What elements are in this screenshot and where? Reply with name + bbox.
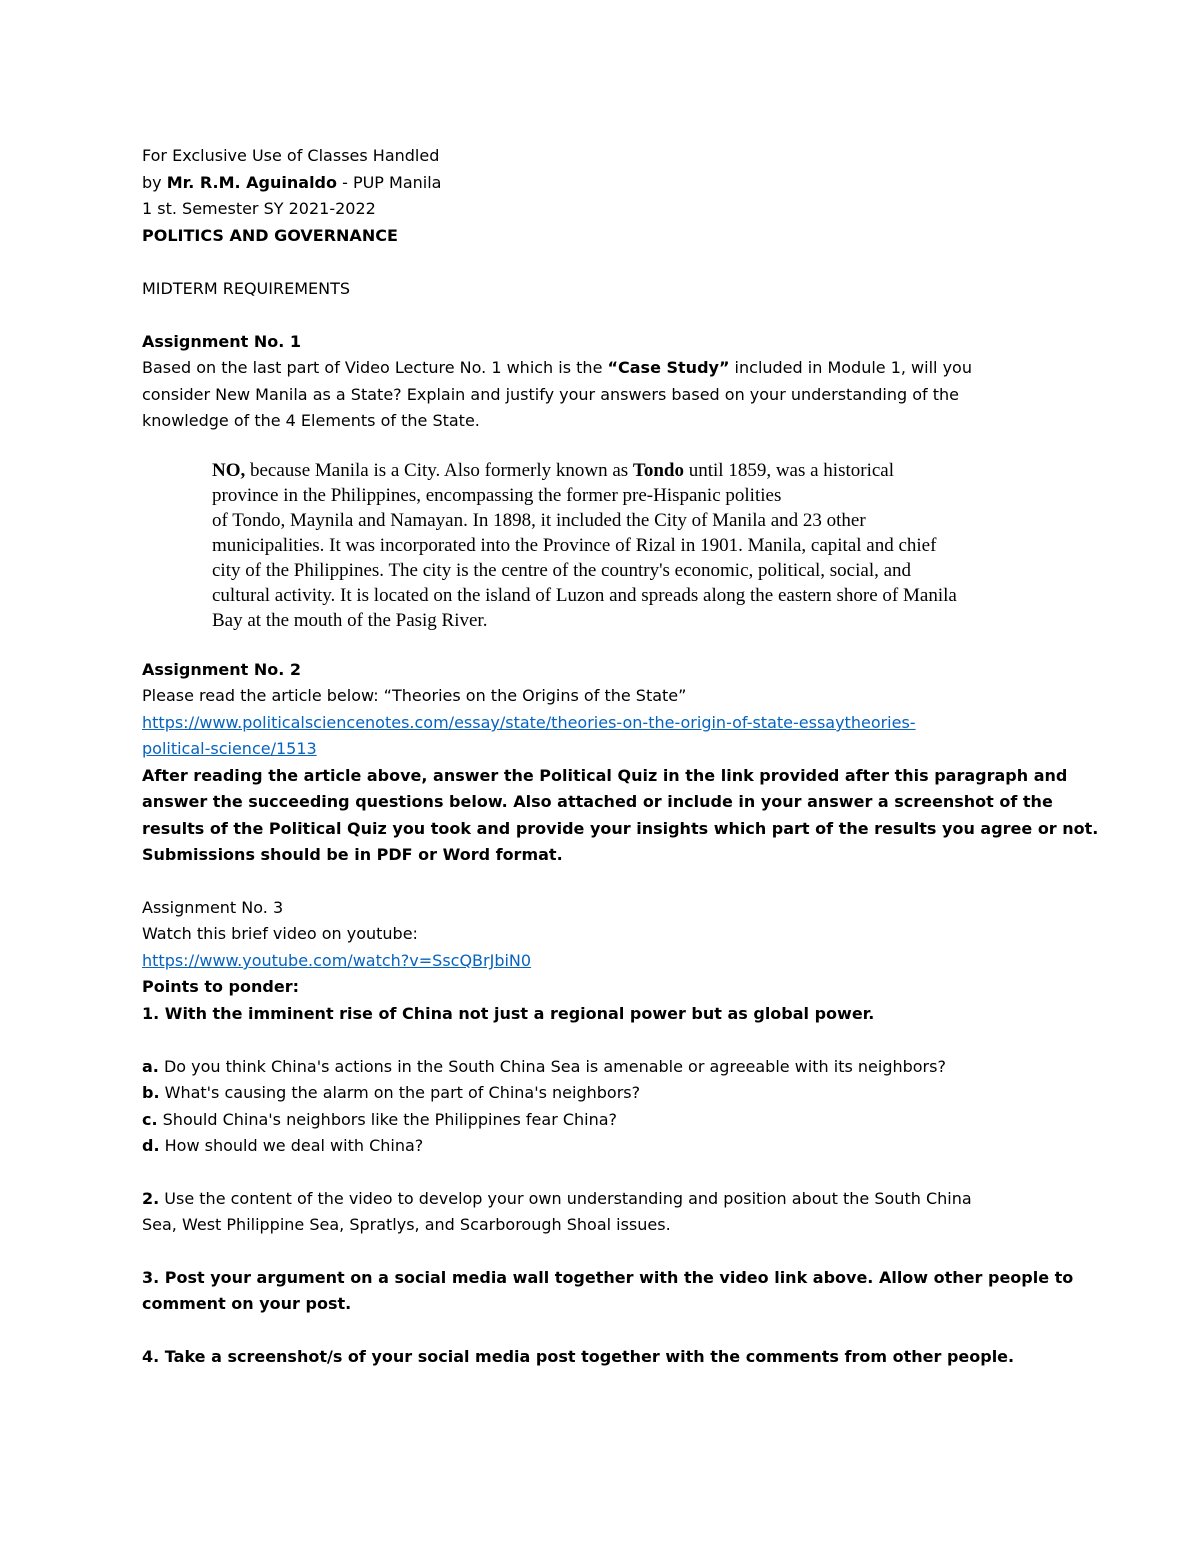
article-link[interactable]: political-science/1513 bbox=[142, 739, 317, 758]
question-text: knowledge of the 4 Elements of the State. bbox=[142, 411, 480, 430]
assignment-1-answer-line bbox=[212, 460, 894, 482]
assignment-1-answer-line bbox=[212, 535, 936, 557]
answer-text: because Manila is a City. Also formerly known as bbox=[245, 460, 633, 481]
assignment-2-title bbox=[142, 659, 301, 681]
point-3 bbox=[142, 1267, 1073, 1289]
section-title bbox=[142, 278, 350, 300]
point-text: With the imminent rise of China not just a regional power but as global power. bbox=[159, 1004, 875, 1023]
body-text: answer the succeeding questions below. Also attached or include in your answer a screenshot of the bbox=[142, 792, 1053, 811]
answer-text: Bay at the mouth of the Pasig River. bbox=[212, 610, 488, 631]
point-text: Sea, West Philippine Sea, Spratlys, and Scarborough Shoal issues. bbox=[142, 1215, 671, 1234]
assignment-2-intro bbox=[142, 685, 686, 707]
answer-tondo: Tondo bbox=[632, 460, 684, 481]
assignment-3-title-text: Assignment No. 3 bbox=[142, 898, 284, 917]
point-number: 4. bbox=[142, 1347, 160, 1366]
answer-text: province in the Philippines, encompassing the former pre-Hispanic polities bbox=[212, 485, 782, 506]
point-2-cont bbox=[142, 1214, 671, 1236]
header-text: For Exclusive Use of Classes Handled bbox=[142, 146, 440, 165]
header-line-course bbox=[142, 225, 398, 247]
point-1 bbox=[142, 1003, 874, 1025]
assignment-1-question-line bbox=[142, 384, 959, 406]
points-label-text: Points to ponder: bbox=[142, 977, 299, 996]
point-number: 3. bbox=[142, 1268, 160, 1287]
assignment-2-body bbox=[142, 844, 563, 866]
answer-text: municipalities. It was incorporated into the Province of Rizal in 1901. Manila, capital and chief bbox=[212, 535, 937, 556]
points-label bbox=[142, 976, 299, 998]
question-a bbox=[142, 1056, 946, 1078]
question-label: a. bbox=[142, 1057, 159, 1076]
answer-text: of Tondo, Maynila and Namayan. In 1898, it included the City of Manila and 23 other bbox=[212, 510, 866, 531]
assignment-2-body bbox=[142, 818, 1098, 840]
answer-no: NO, bbox=[212, 460, 246, 481]
article-link-line[interactable] bbox=[142, 738, 317, 760]
question-text: Based on the last part of Video Lecture No. 1 which is the bbox=[142, 358, 608, 377]
section-title-text: MIDTERM REQUIREMENTS bbox=[142, 279, 351, 298]
point-text: Post your argument on a social media wall together with the video link above. Allow other people to bbox=[159, 1268, 1074, 1287]
youtube-video-link[interactable]: https://www.youtube.com/watch?v=SscQBrJbiN0 bbox=[142, 951, 532, 970]
assignment-1-answer-line bbox=[212, 485, 781, 507]
point-number: 1. bbox=[142, 1004, 160, 1023]
assignment-3-title bbox=[142, 897, 283, 919]
point-text: Use the content of the video to develop your own understanding and position about the South China bbox=[159, 1189, 972, 1208]
article-link[interactable]: https://www.politicalsciencenotes.com/essay/state/theories-on-the-origin-of-state-essaytheories- bbox=[142, 713, 916, 732]
assignment-2-title-text: Assignment No. 2 bbox=[142, 660, 302, 679]
header-line-exclusive-use bbox=[142, 145, 439, 167]
assignment-2-body bbox=[142, 765, 1067, 787]
question-d bbox=[142, 1135, 423, 1157]
assignment-1-question-line bbox=[142, 410, 480, 432]
question-label: d. bbox=[142, 1136, 160, 1155]
point-text: comment on your post. bbox=[142, 1294, 352, 1313]
assignment-1-answer-line bbox=[212, 560, 911, 582]
question-label: b. bbox=[142, 1083, 160, 1102]
question-text: What's causing the alarm on the part of China's neighbors? bbox=[159, 1083, 641, 1102]
case-study-emphasis: “Case Study” bbox=[607, 358, 730, 377]
point-3-cont bbox=[142, 1293, 351, 1315]
author-name: Mr. R.M. Aguinaldo bbox=[166, 173, 337, 192]
question-text: included in Module 1, will you bbox=[729, 358, 972, 377]
video-link-line[interactable] bbox=[142, 950, 531, 972]
intro-text: Watch this brief video on youtube: bbox=[142, 924, 418, 943]
semester-text: 1 st. Semester SY 2021-2022 bbox=[142, 199, 376, 218]
course-title: POLITICS AND GOVERNANCE bbox=[142, 226, 398, 245]
assignment-1-answer-line bbox=[212, 510, 866, 532]
body-text: After reading the article above, answer the Political Quiz in the link provided after this paragraph and bbox=[142, 766, 1068, 785]
question-text: Should China's neighbors like the Philippines fear China? bbox=[157, 1110, 618, 1129]
point-number: 2. bbox=[142, 1189, 160, 1208]
point-text: Take a screenshot/s of your social media post together with the comments from other people. bbox=[159, 1347, 1015, 1366]
question-text: How should we deal with China? bbox=[159, 1136, 424, 1155]
point-4 bbox=[142, 1346, 1014, 1368]
question-text: consider New Manila as a State? Explain and justify your answers based on your understanding of the bbox=[142, 385, 960, 404]
article-link-line[interactable] bbox=[142, 712, 916, 734]
answer-text: until 1859, was a historical bbox=[683, 460, 895, 481]
body-text: Submissions should be in PDF or Word format. bbox=[142, 845, 563, 864]
assignment-1-question-line bbox=[142, 357, 972, 379]
assignment-1-answer-line bbox=[212, 610, 487, 632]
question-b bbox=[142, 1082, 640, 1104]
assignment-2-body bbox=[142, 791, 1053, 813]
answer-text: city of the Philippines. The city is the centre of the country's economic, political, social, and bbox=[212, 560, 912, 581]
assignment-1-title bbox=[142, 331, 301, 353]
question-c bbox=[142, 1109, 617, 1131]
question-label: c. bbox=[142, 1110, 158, 1129]
header-line-semester bbox=[142, 198, 376, 220]
intro-text: Please read the article below: “Theories on the Origins of the State” bbox=[142, 686, 687, 705]
assignment-1-answer-line bbox=[212, 585, 957, 607]
assignment-3-intro bbox=[142, 923, 418, 945]
by-suffix: - PUP Manila bbox=[337, 173, 442, 192]
answer-text: cultural activity. It is located on the island of Luzon and spreads along the eastern shore of Manila bbox=[212, 585, 957, 606]
body-text: results of the Political Quiz you took and provide your insights which part of the results you agree or not. bbox=[142, 819, 1099, 838]
header-line-author bbox=[142, 172, 441, 194]
assignment-1-title-text: Assignment No. 1 bbox=[142, 332, 302, 351]
by-prefix: by bbox=[142, 173, 167, 192]
point-2 bbox=[142, 1188, 972, 1210]
question-text: Do you think China's actions in the South China Sea is amenable or agreeable with its neighbors? bbox=[158, 1057, 946, 1076]
